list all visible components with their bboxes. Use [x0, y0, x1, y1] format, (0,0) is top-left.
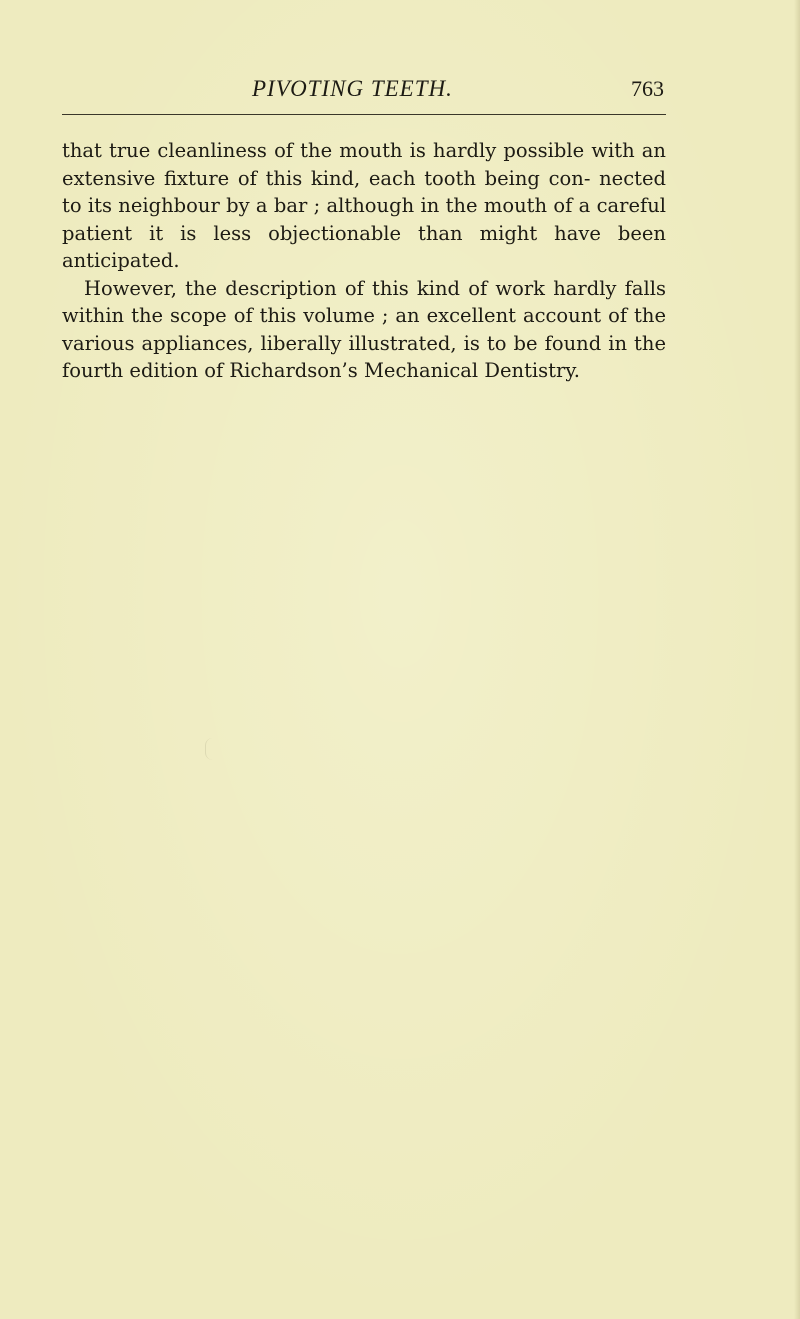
- paragraph: However, the description of this kind of work hardly falls within the scope of this volume ; an excellent account of the various appliances, liberally illustrated, is to be found in the fourth edition of Richardson’s Mechanical Dentistry.: [62, 276, 666, 382]
- body-text: [62, 137, 666, 385]
- page-edge-shadow: [794, 0, 800, 1319]
- page-number: 763: [631, 76, 664, 101]
- paragraph-continuation: that true cleanliness of the mouth is hardly possible with an extensive fixture of this kind, each tooth being con- nected to its neighbour by a bar ; although in the mouth of a careful patient it is less objectionable than might have been anticipated.: [62, 139, 666, 272]
- running-title: PIVOTING TEETH.: [252, 76, 453, 101]
- header-rule: [62, 114, 666, 115]
- paper-blemish: [205, 738, 220, 760]
- running-head: [62, 74, 664, 108]
